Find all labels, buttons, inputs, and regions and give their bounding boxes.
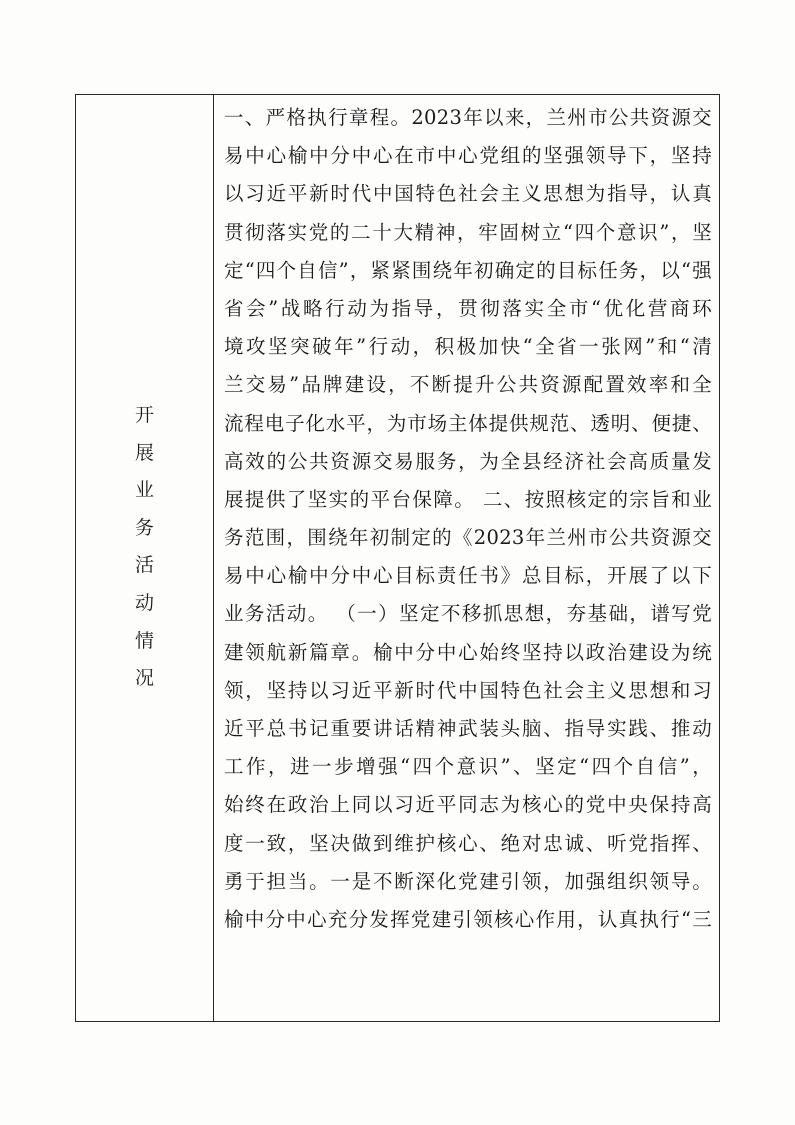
content-line: 定“四个自信”，紧紧围绕年初确定的目标任务，以“强 [224, 258, 712, 282]
content-line: 务范围，围绕年初制定的《2023年兰州市公共资源交 [224, 526, 712, 550]
label-cell [76, 95, 214, 1021]
content-line: 业务活动。 （一）坚定不移抓思想，夯基础，谱写党 [224, 602, 712, 626]
content-line: 省会”战略行动为指导，贯彻落实全市“优化营商环 [224, 296, 712, 320]
content-line: 以习近平新时代中国特色社会主义思想为指导，认真 [224, 182, 712, 206]
content-line: 始终在政治上同以习近平同志为核心的党中央保持高 [224, 793, 712, 817]
content-line: 建领航新篇章。榆中分中心始终坚持以政治建设为统 [224, 640, 712, 664]
content-line: 领，坚持以习近平新时代中国特色社会主义思想和习 [224, 678, 712, 702]
content-line: 境攻坚突破年”行动，积极加快“全省一张网”和“清 [224, 335, 712, 359]
content-line: 工作，进一步增强“四个意识”、坚定“四个自信”， [224, 755, 712, 779]
content-line: 易中心榆中分中心目标责任书》总目标，开展了以下 [224, 564, 712, 588]
content-line: 近平总书记重要讲话精神武装头脑、指导实践、推动 [224, 717, 712, 740]
content-line: 贯彻落实党的二十大精神，牢固树立“四个意识”，坚 [224, 220, 712, 244]
content-cell [214, 95, 719, 1021]
content-line: 一、严格执行章程。2023年以来，兰州市公共资源交 [224, 106, 712, 129]
content-line: 兰交易”品牌建设，不断提升公共资源配置效率和全 [224, 373, 712, 397]
content-line: 高效的公共资源交易服务，为全县经济社会高质量发 [224, 449, 712, 473]
row-label: 开展业务活动情况 [134, 404, 154, 690]
content-line: 勇于担当。一是不断深化党建引领，加强组织领导。 [224, 869, 712, 893]
content-line: 展提供了坚实的平台保障。 二、按照核定的宗旨和业 [224, 487, 712, 511]
content-line: 易中心榆中分中心在市中心党组的坚强领导下，坚持 [224, 144, 712, 168]
content-text [224, 99, 712, 939]
form-table [75, 94, 720, 1022]
content-line: 榆中分中心充分发挥党建引领核心作用，认真执行“三 [224, 907, 712, 931]
content-line: 流程电子化水平，为市场主体提供规范、透明、便捷、 [224, 411, 712, 435]
content-line: 度一致，坚决做到维护核心、绝对忠诚、听党指挥、 [224, 831, 712, 855]
